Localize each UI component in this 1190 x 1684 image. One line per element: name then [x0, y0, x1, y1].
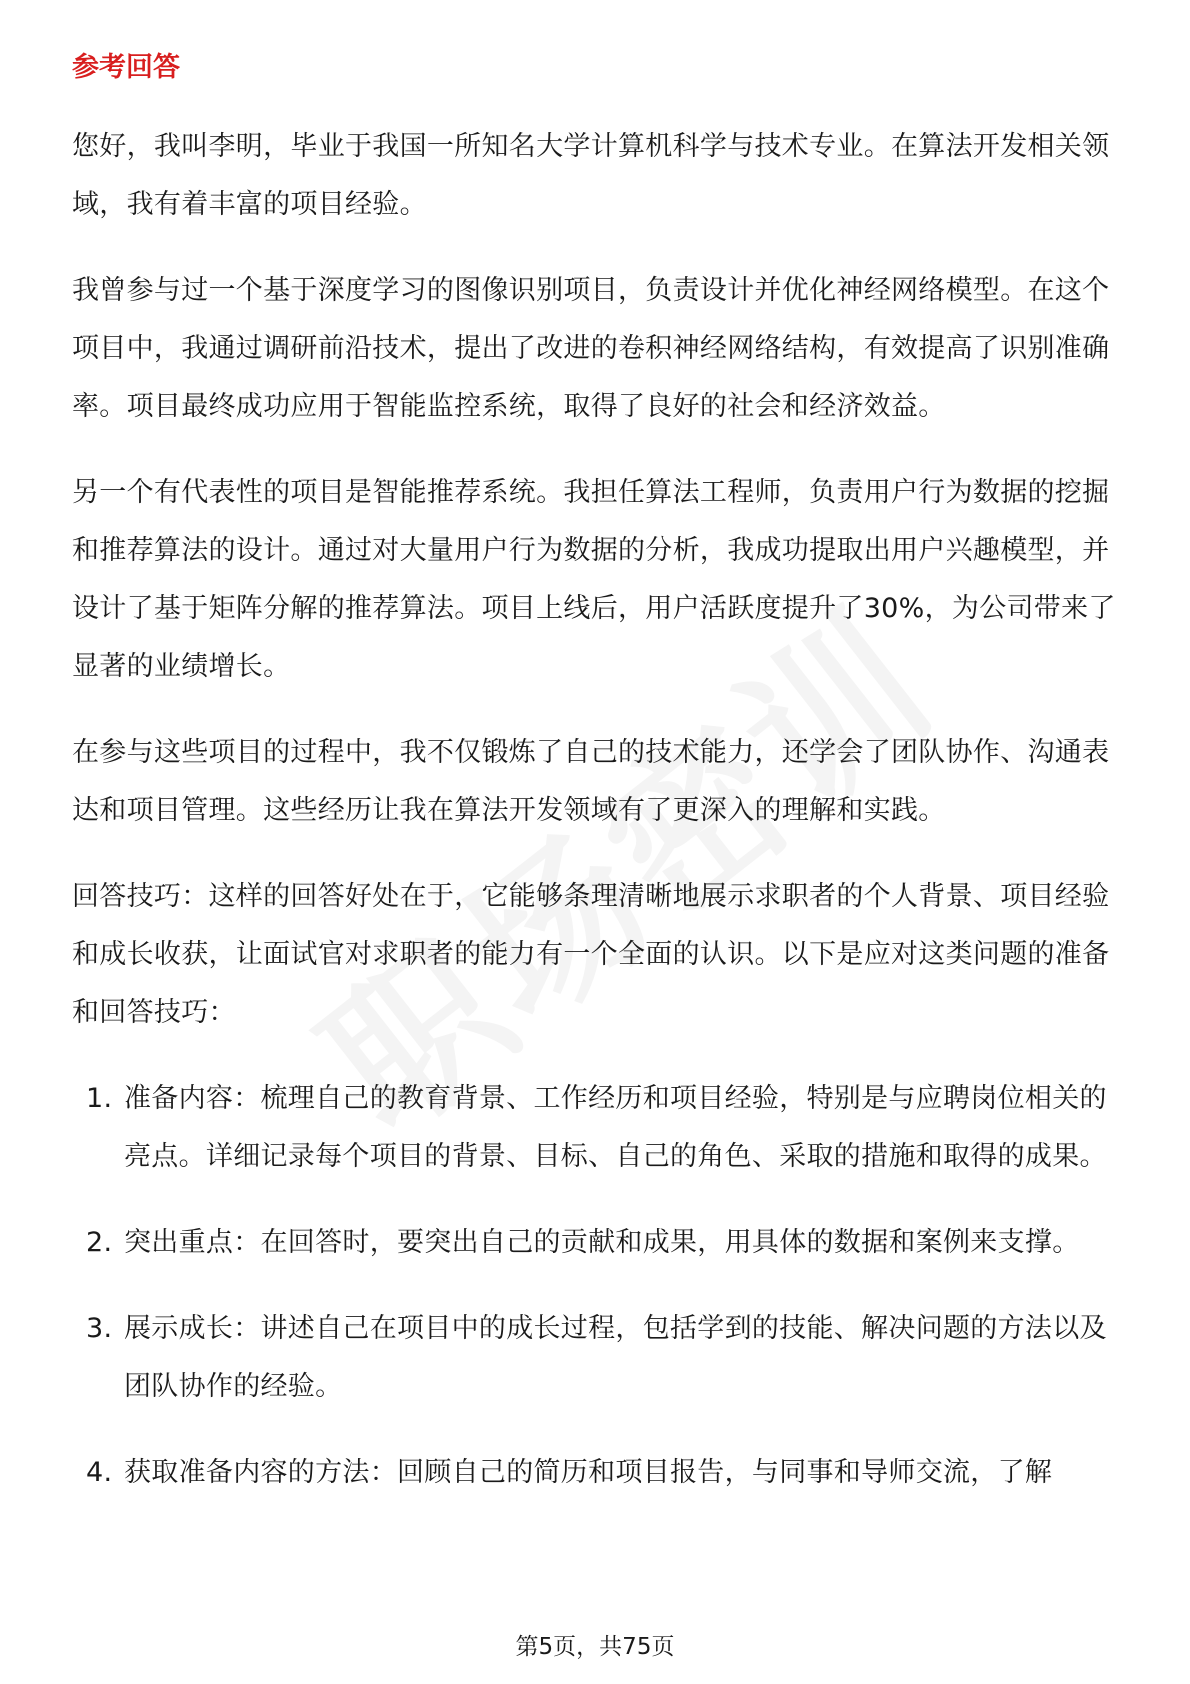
list-item	[72, 1444, 1122, 1502]
list-item-number: 4.	[86, 1457, 113, 1488]
list-item	[72, 1070, 1122, 1186]
list-item-number: 3.	[86, 1313, 113, 1344]
list-item	[72, 1214, 1122, 1272]
paragraph-summary: 在参与这些项目的过程中，我不仅锻炼了自己的技术能力，还学会了团队协作、沟通表达和项目管理。这些经历让我在算法开发领域有了更深入的理解和实践。	[72, 737, 1110, 826]
list-item-text: 展示成长：讲述自己在项目中的成长过程，包括学到的技能、解决问题的方法以及团队协作的经验。	[124, 1313, 1107, 1402]
tips-list	[72, 1070, 1122, 1502]
list-item-text: 突出重点：在回答时，要突出自己的贡献和成果，用具体的数据和案例来支撑。	[124, 1227, 1080, 1258]
paragraph-answer-tips: 回答技巧：这样的回答好处在于，它能够条理清晰地展示求职者的个人背景、项目经验和成长收获，让面试官对求职者的能力有一个全面的认识。以下是应对这类问题的准备和回答技巧：	[72, 881, 1110, 1028]
list-item-text: 准备内容：梳理自己的教育背景、工作经历和项目经验，特别是与应聘岗位相关的亮点。详细记录每个项目的背景、目标、自己的角色、采取的措施和取得的成果。	[124, 1083, 1107, 1172]
list-item-number: 2.	[86, 1227, 113, 1258]
page-content	[72, 48, 1122, 1530]
paragraph-project-image-recognition: 我曾参与过一个基于深度学习的图像识别项目，负责设计并优化神经网络模型。在这个项目中，我通过调研前沿技术，提出了改进的卷积神经网络结构，有效提高了识别准确率。项目最终成功应用于智能监控系统，取得了良好的社会和经济效益。	[72, 275, 1110, 422]
paragraph-intro: 您好，我叫李明，毕业于我国一所知名大学计算机科学与技术专业。在算法开发相关领域，我有着丰富的项目经验。	[72, 131, 1110, 220]
section-title: 参考回答	[72, 52, 180, 83]
list-item	[72, 1300, 1122, 1416]
paragraph-project-recommendation: 另一个有代表性的项目是智能推荐系统。我担任算法工程师，负责用户行为数据的挖掘和推荐算法的设计。通过对大量用户行为数据的分析，我成功提取出用户兴趣模型，并设计了基于矩阵分解的推荐算法。项目上线后，用户活跃度提升了30%，为公司带来了显著的业绩增长。	[72, 477, 1116, 682]
list-item-text: 获取准备内容的方法：回顾自己的简历和项目报告，与同事和导师交流，了解	[124, 1457, 1053, 1488]
page-number-footer: 第5页，共75页	[515, 1634, 675, 1660]
list-item-number: 1.	[86, 1083, 113, 1114]
